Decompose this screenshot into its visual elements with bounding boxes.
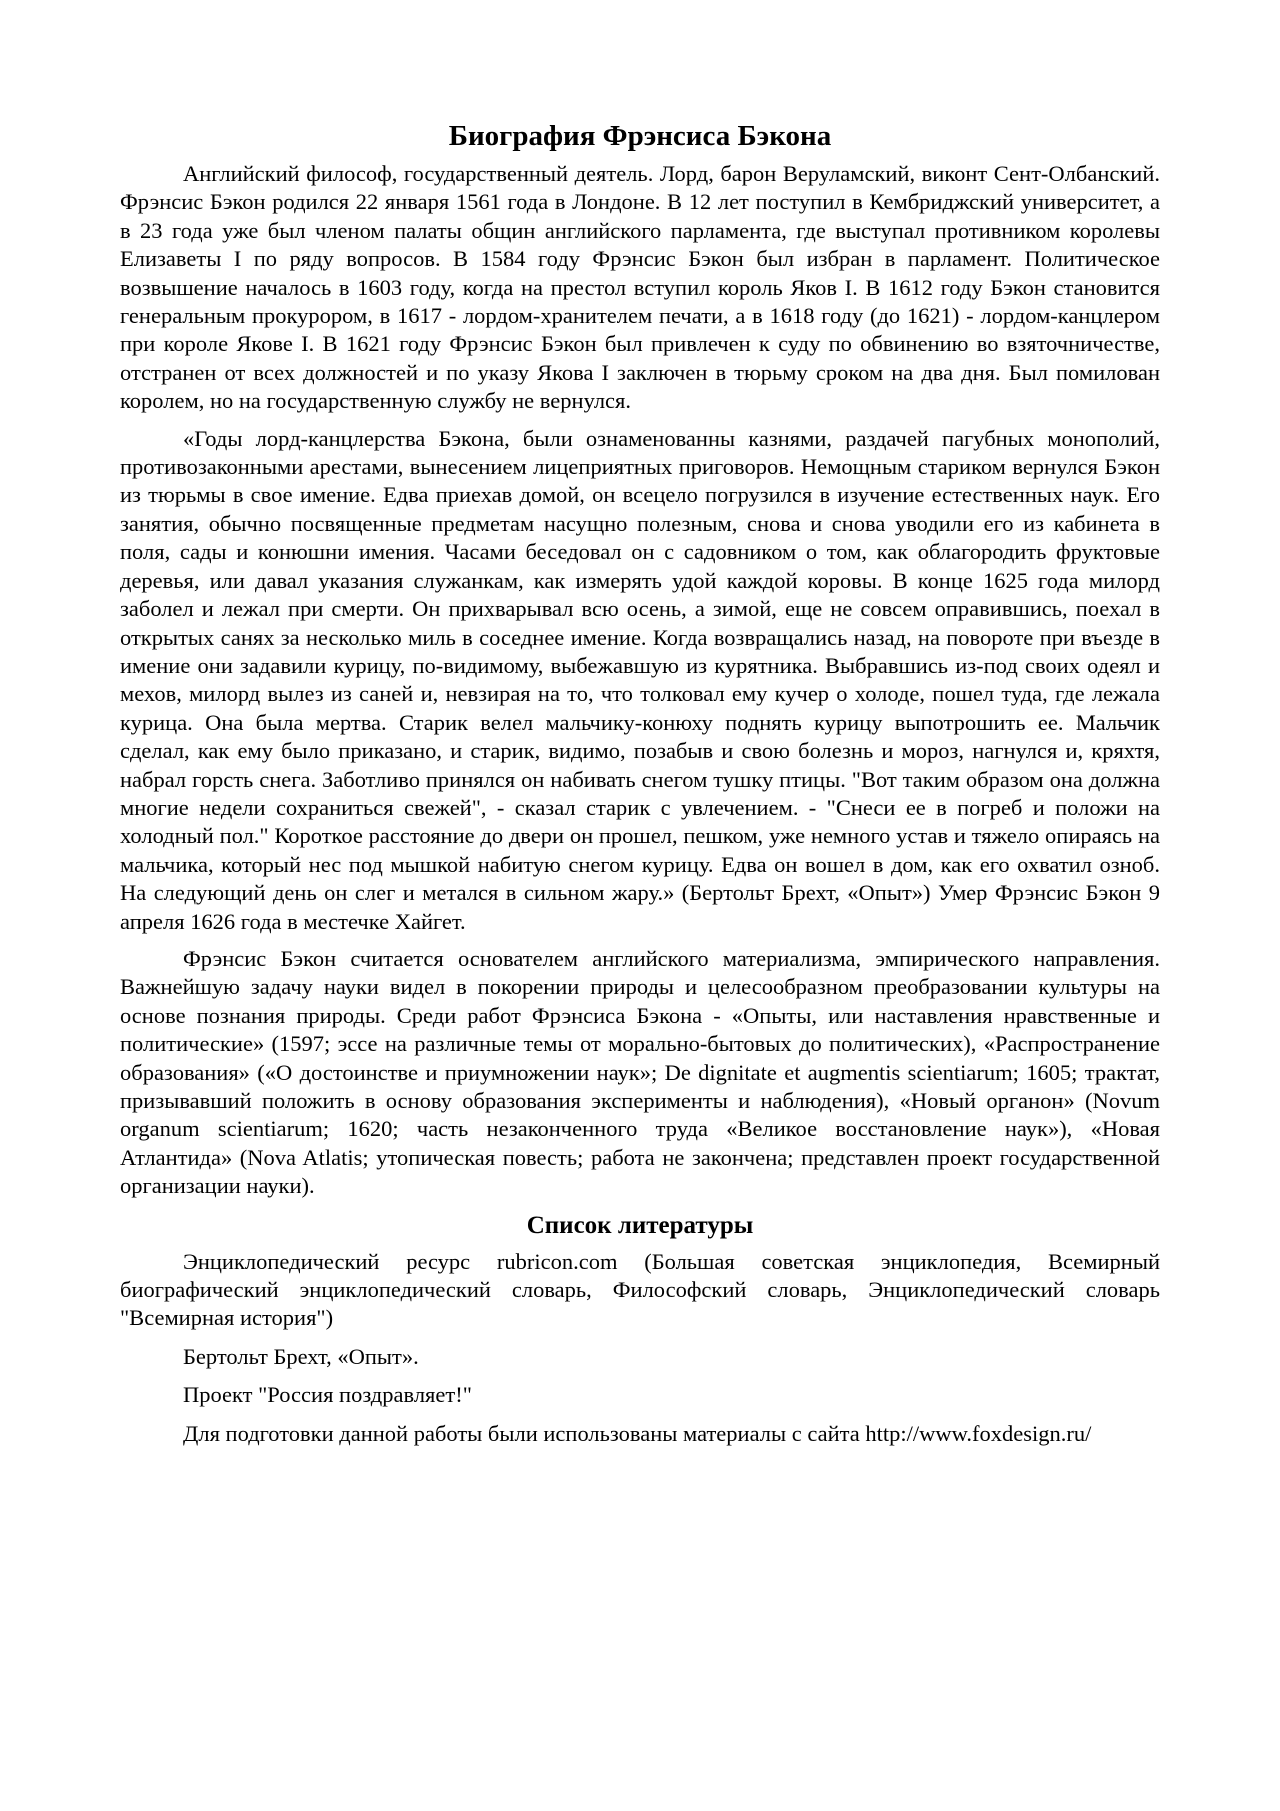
reference-item-encyclopedia: Энциклопедический ресурс rubricon.com (Большая советская энциклопедия, Всемирный биографический энциклопедический словарь, Философский словарь, Энциклопедический словарь "Всемирная история")	[120, 1248, 1160, 1331]
paragraph-works: Фрэнсис Бэкон считается основателем английского материализма, эмпирического направления. Важнейшую задачу науки видел в покорении природы и целесообразном преобразовании культуры на основе познания природы. Среди работ Фрэнсиса Бэкона - «Опыты, или наставления нравственные и политические» (1597; эссе на различные темы от морально-бытовых до политических), «Распространение образования» («О достоинстве и приумножении наук»; De dignitate et augmentis scientiarum; 1605; трактат, призывавший положить в основу образования эксперименты и наблюдения), «Новый органон» (Novum organum scientiarum; 1620; часть незаконченного труда «Великое восстановление наук»), «Новая Атлантида» (Nova Atlatis; утопическая повесть; работа не закончена; представлен проект государственной организации науки).	[120, 945, 1160, 1199]
reference-item-source-site: Для подготовки данной работы были использованы материалы с сайта http://www.foxdesign.ru/	[183, 1420, 1092, 1446]
reference-item-project: Проект "Россия поздравляет!"	[183, 1382, 472, 1408]
document-title: Биография Фрэнсиса Бэкона	[448, 120, 832, 152]
paragraph-biography: Английский философ, государственный деятель. Лорд, барон Веруламский, виконт Сент-Олбанский. Фрэнсис Бэкон родился 22 января 1561 года в Лондоне. В 12 лет поступил в Кембриджский университет, а в 23 года уже был членом палаты общин английского парламента, где выступал противником королевы Елизаветы I по ряду вопросов. В 1584 году Фрэнсис Бэкон был избран в парламент. Политическое возвышение началось в 1603 году, когда на престол вступил король Яков I. В 1612 году Бэкон становится генеральным прокурором, в 1617 - лордом-хранителем печати, а в 1618 году (до 1621) - лордом-канцлером при короле Якове I. В 1621 году Фрэнсис Бэкон был привлечен к суду по обвинению во взяточничестве, отстранен от всех должностей и по указу Якова I заключен в тюрьму сроком на два дня. Был помилован королем, но на государственную службу не вернулся.	[120, 161, 1160, 414]
paragraph-quote: «Годы лорд-канцлерства Бэкона, были ознаменованны казнями, раздачей пагубных монополий, противозаконными арестами, вынесением лицеприятных приговоров. Немощным стариком вернулся Бэкон из тюрьмы в свое имение. Едва приехав домой, он всецело погрузился в изучение естественных наук. Его занятия, обычно посвященные предметам насущно полезным, снова и снова уводили его из кабинета в поля, сады и конюшни имения. Часами беседовал он с садовником о том, как облагородить фруктовые деревья, или давал указания служанкам, как измерять удой каждой коровы. В конце 1625 года милорд заболел и лежал при смерти. Он прихварывал всю осень, а зимой, еще не совсем оправившись, поехал в открытых санях за несколько миль в соседнее имение. Когда возвращались назад, на повороте при въезде в имение они задавили курицу, по-видимому, выбежавшую из курятника. Выбравшись из-под своих одеял и мехов, милорд вылез из саней и, невзирая на то, что толковал ему кучер о холоде, пошел туда, где лежала курица. Она была мертва. Старик велел мальчику-конюху поднять курицу выпотрошить ее. Мальчик сделал, как ему было приказано, и старик, видимо, позабыв и свою болезнь и мороз, нагнулся и, кряхтя, набрал горсть снега. Заботливо принялся он набивать снегом тушку птицы. "Вот таким образом она должна многие недели сохраниться свежей", - сказал старик с увлечением. - "Снеси ее в погреб и положи на холодный пол." Короткое расстояние до двери он прошел, пешком, уже немного устав и тяжело опираясь на мальчика, который нес под мышкой набитую снегом курицу. Едва он вошел в дом, как его охватил озноб. На следующий день он слег и метался в сильном жару.» (Бертольт Брехт, «Опыт») Умер Фрэнсис Бэкон 9 апреля 1626 года в местечке Хайгет.	[120, 425, 1160, 934]
references-title: Список литературы	[526, 1211, 754, 1239]
reference-item-brecht: Бертольт Брехт, «Опыт».	[183, 1343, 419, 1369]
document-page	[120, 118, 1160, 1458]
